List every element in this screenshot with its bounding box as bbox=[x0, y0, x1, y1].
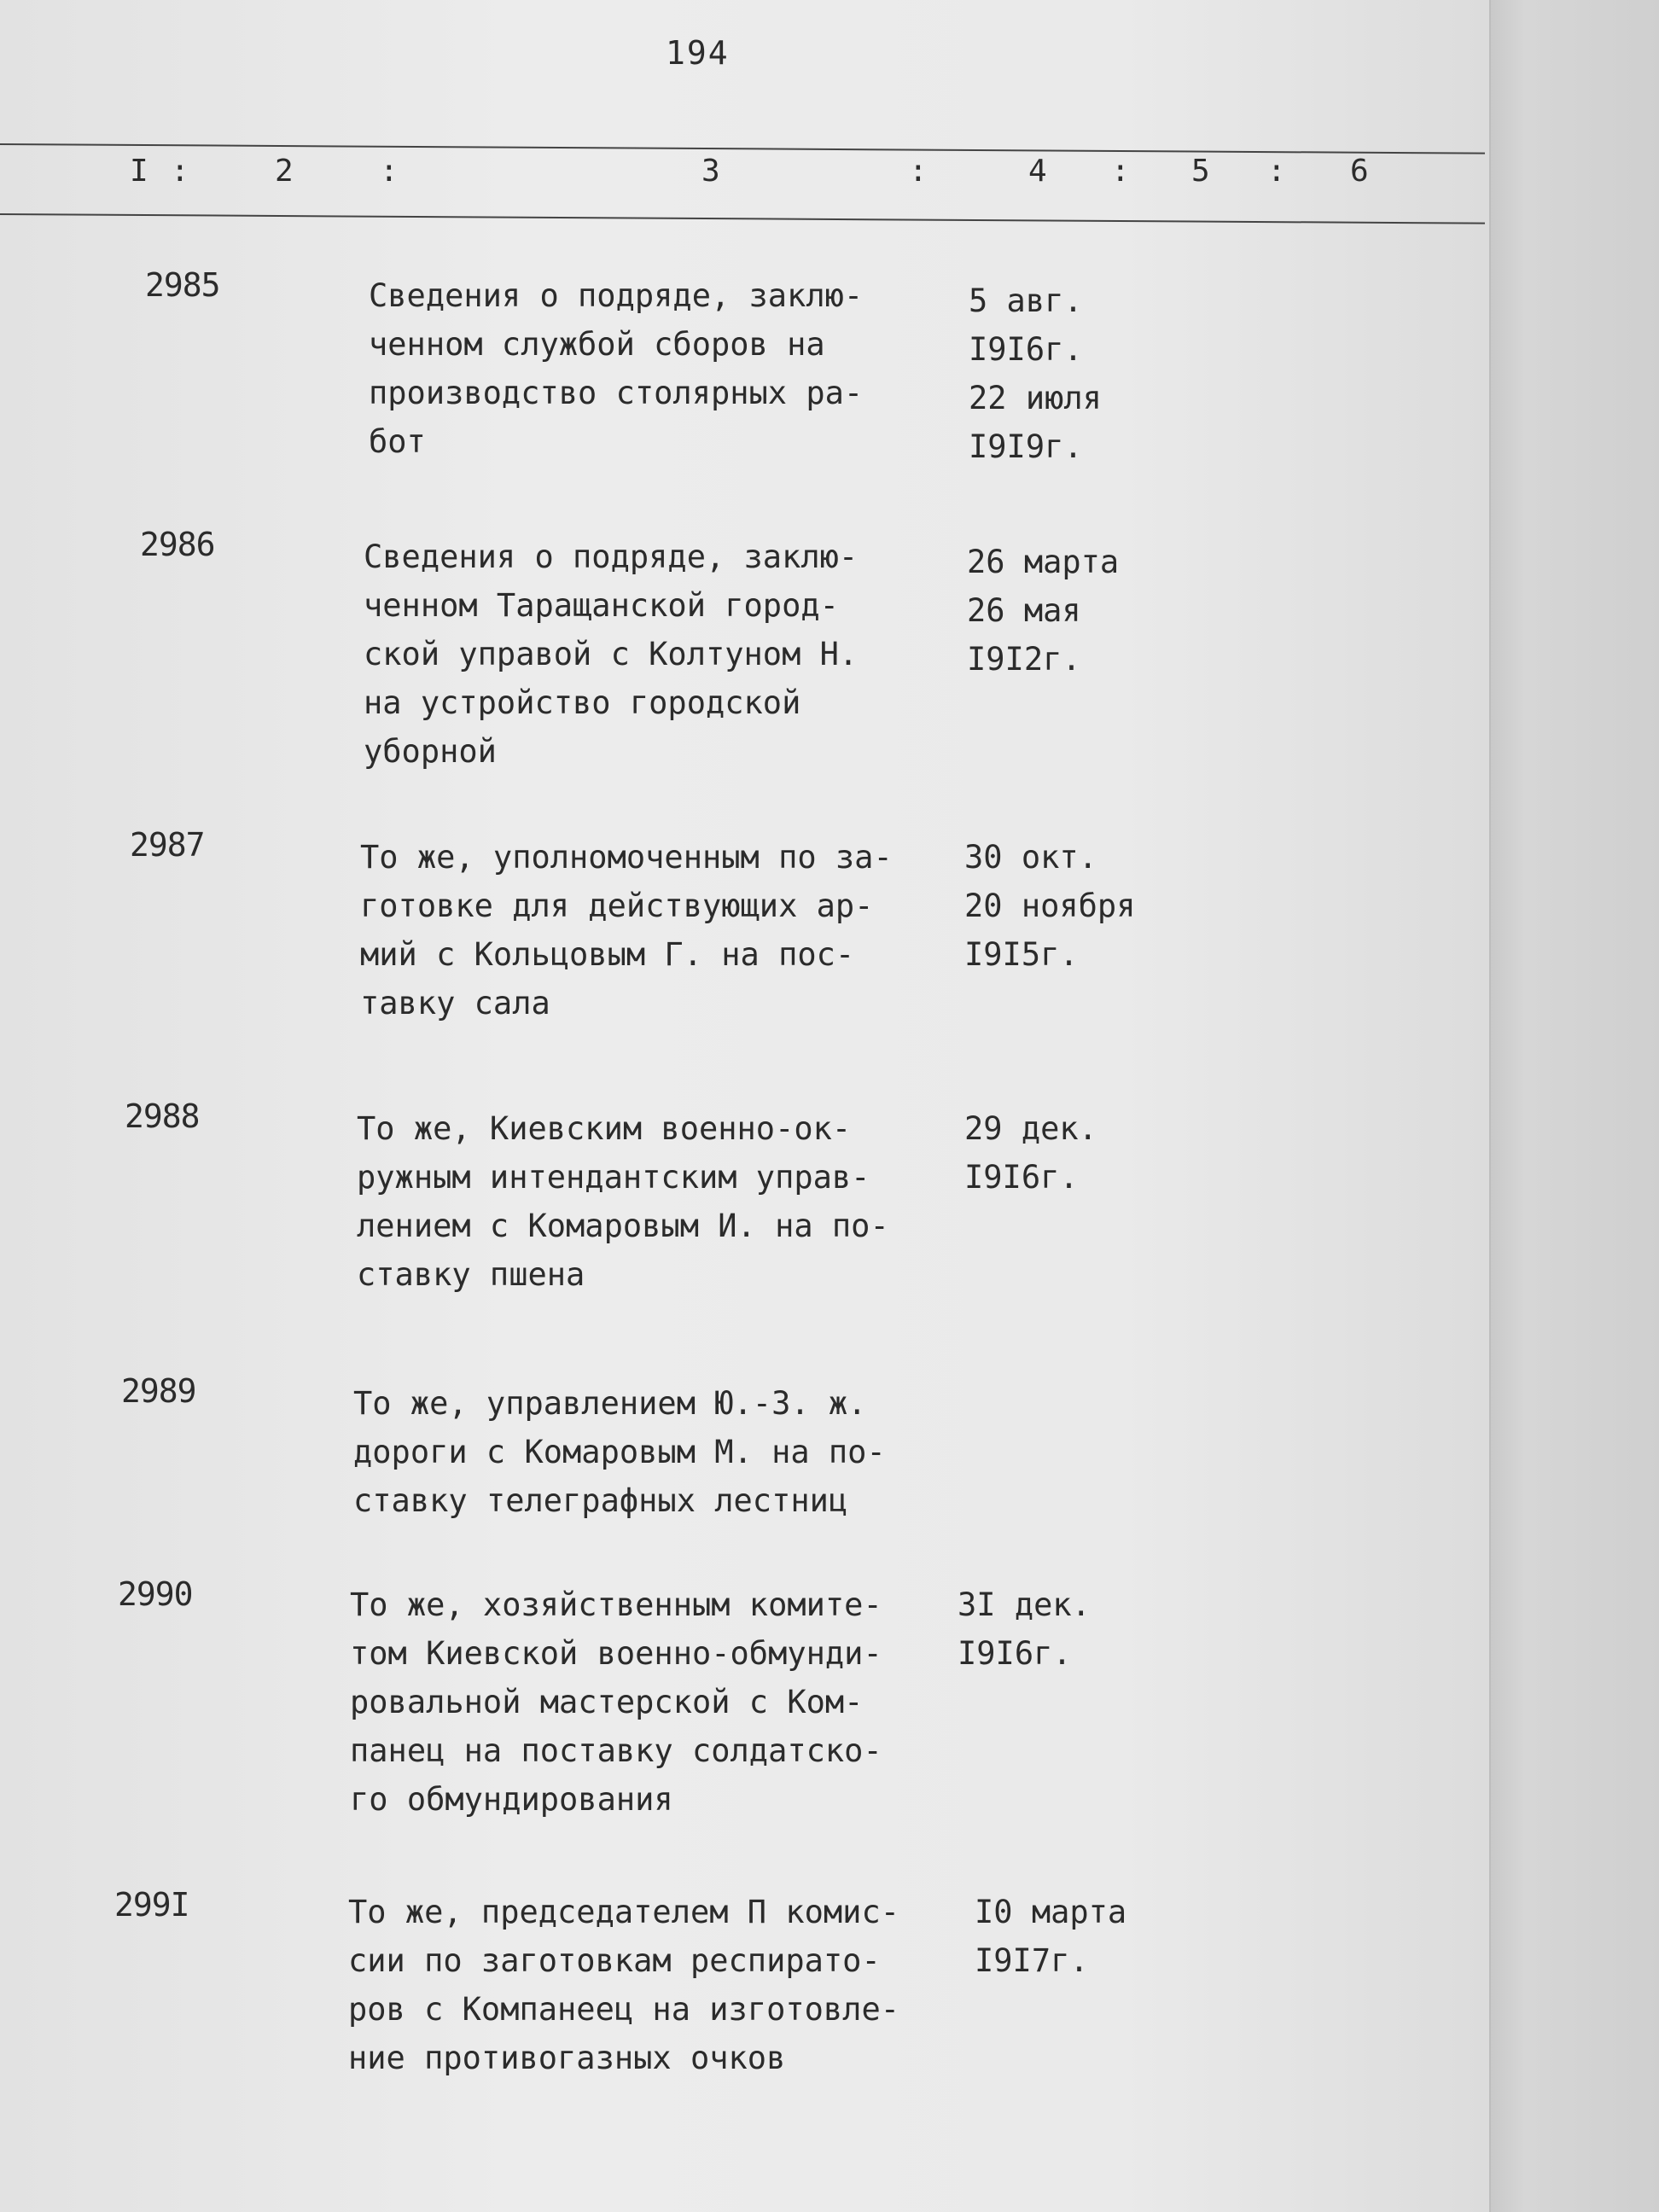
entry-number: 2989 bbox=[121, 1372, 196, 1410]
entry-number: 2990 bbox=[118, 1575, 193, 1613]
entry-number: 2987 bbox=[130, 826, 205, 864]
entry-dates: 5 авг. I9I6г. 22 июля I9I9г. bbox=[969, 282, 1102, 465]
entry-dates: 3I дек. I9I6г. bbox=[958, 1586, 1091, 1672]
entry-number: 2986 bbox=[140, 526, 215, 563]
entry-dates: 30 окт. 20 ноября I9I5г. bbox=[964, 839, 1136, 973]
column-header-separator: : bbox=[1111, 154, 1130, 189]
entry-description: Сведения о подряде, заклю- ченном Таращанской город- ской управой с Колтуном Н. на устройство городской уборной bbox=[364, 538, 859, 770]
page-edge bbox=[1489, 0, 1659, 2212]
entry-dates: I0 марта I9I7г. bbox=[975, 1894, 1127, 1979]
entry-dates: 29 дек. I9I6г. bbox=[964, 1110, 1097, 1196]
column-header-2: 2 bbox=[275, 154, 294, 189]
entry-dates: 26 марта 26 мая I9I2г. bbox=[967, 544, 1120, 678]
entry-description: То же, хозяйственным комите- том Киевской военно-обмунди- ровальной мастерской с Ком- панец на поставку солдатско- го обмундирования bbox=[350, 1586, 882, 1818]
entry-description: То же, председателем П комис- сии по заготовкам респирато- ров с Компанеец на изготовле- ние противогазных очков bbox=[348, 1894, 900, 2076]
page-number: 194 bbox=[666, 34, 730, 72]
entry-number: 2985 bbox=[145, 266, 220, 304]
column-header-separator: : bbox=[171, 154, 189, 189]
entry-description: Сведения о подряде, заклю- ченном службой сборов на производство столярных ра- бот bbox=[369, 277, 864, 460]
column-header-1: I bbox=[130, 154, 148, 189]
entry-number: 2988 bbox=[125, 1097, 200, 1135]
entry-description: То же, Киевским военно-ок- ружным интендантским управ- лением с Комаровым И. на по- ставку пшена bbox=[357, 1110, 889, 1293]
column-header-separator: : bbox=[380, 154, 399, 189]
column-header-5: 5 bbox=[1191, 154, 1210, 189]
entry-number: 299I bbox=[114, 1886, 189, 1924]
column-header-3: 3 bbox=[701, 154, 720, 189]
table-header-bottom-rule bbox=[0, 213, 1485, 224]
column-header-6: 6 bbox=[1350, 154, 1369, 189]
table-header-top-rule bbox=[0, 143, 1485, 154]
entry-description: То же, уполномоченным по за- готовке для действующих ар- мий с Кольцовым Г. на пос- тавку сала bbox=[360, 839, 893, 1022]
column-header-separator: : bbox=[1267, 154, 1286, 189]
column-header-separator: : bbox=[909, 154, 928, 189]
entry-description: То же, управлением Ю.-З. ж. дороги с Комаровым М. на по- ставку телеграфных лестниц bbox=[353, 1385, 886, 1519]
column-header-4: 4 bbox=[1028, 154, 1047, 189]
